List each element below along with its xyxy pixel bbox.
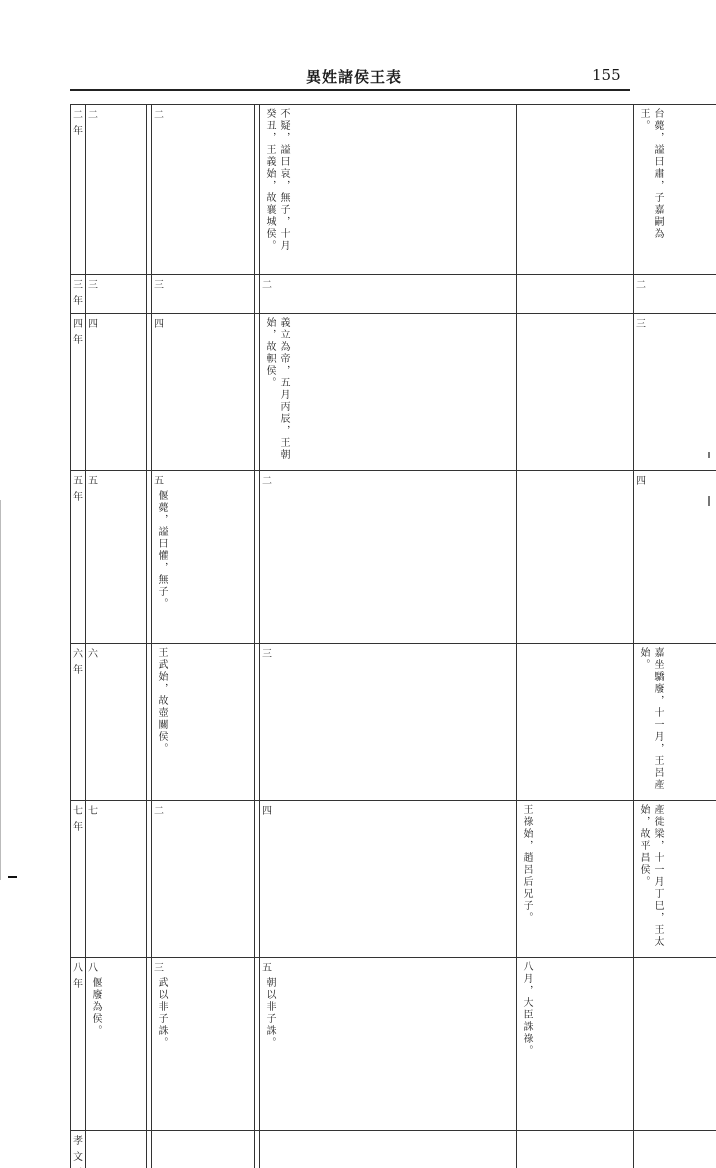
cell-note: 偃廢為侯。 bbox=[88, 977, 102, 1127]
table-cell bbox=[260, 644, 517, 801]
header-rule bbox=[70, 89, 630, 91]
table-row bbox=[71, 471, 716, 644]
scan-edge-line bbox=[0, 500, 1, 880]
year-cell: 孝文 bbox=[71, 1131, 86, 1168]
year-cell: 六年 bbox=[71, 644, 86, 801]
table-cell bbox=[260, 314, 517, 471]
table-cell bbox=[86, 105, 147, 275]
cell-value: 三 bbox=[262, 647, 514, 663]
cell-note: 武以非子誅。 bbox=[154, 977, 168, 1127]
table-cell bbox=[152, 471, 255, 644]
cell-value: 四 bbox=[636, 474, 716, 490]
table-cell bbox=[634, 958, 716, 1131]
cell-value: 二 bbox=[262, 474, 514, 490]
table-cell bbox=[634, 801, 716, 958]
cell-value: 四 bbox=[154, 317, 252, 333]
table-cell bbox=[86, 471, 147, 644]
cell-value: 三 bbox=[636, 317, 716, 333]
year-cell: 五年 bbox=[71, 471, 86, 644]
table-cell bbox=[634, 275, 716, 314]
year-cell: 三年 bbox=[71, 275, 86, 314]
table-row bbox=[71, 644, 716, 801]
table-cell bbox=[517, 958, 634, 1131]
cell-note: 王祿始，趙呂后兄子。 bbox=[519, 804, 533, 954]
table-cell bbox=[260, 471, 517, 644]
cell-note: 八月，大臣誅祿。 bbox=[519, 961, 533, 1111]
cell-note: 偃薨，謚曰懽，無子。 bbox=[154, 490, 168, 640]
table-row bbox=[71, 801, 716, 958]
year-cell: 八年 bbox=[71, 958, 86, 1131]
table-cell bbox=[152, 958, 255, 1131]
table-cell bbox=[634, 314, 716, 471]
table-cell bbox=[517, 801, 634, 958]
table-cell bbox=[86, 275, 147, 314]
table-row bbox=[71, 314, 716, 471]
table-cell bbox=[152, 314, 255, 471]
page-title: 異姓諸侯王表 bbox=[306, 66, 402, 87]
page-number: 155 bbox=[592, 66, 621, 84]
cell-value: 五 bbox=[154, 474, 252, 490]
table-cell bbox=[86, 958, 147, 1131]
cell-value: 五 bbox=[262, 961, 514, 977]
table-cell bbox=[86, 801, 147, 958]
table-row bbox=[71, 105, 716, 275]
table-cell bbox=[152, 275, 255, 314]
table-cell bbox=[517, 105, 634, 275]
cell-value: 三 bbox=[88, 278, 144, 294]
table-cell bbox=[152, 801, 255, 958]
cell-note: 台薨，謚曰肅，子嘉嗣為王。 bbox=[636, 108, 664, 258]
cell-note: 義立為帝，五月丙辰，王朝始，故軹侯。 bbox=[262, 317, 290, 467]
table-cell bbox=[86, 1131, 147, 1168]
table-cell bbox=[152, 105, 255, 275]
table-cell bbox=[260, 275, 517, 314]
table-cell bbox=[517, 314, 634, 471]
table-cell bbox=[517, 1131, 634, 1168]
table-cell bbox=[634, 105, 716, 275]
table-cell bbox=[634, 1131, 716, 1168]
table-cell bbox=[152, 1131, 255, 1168]
cell-value: 二 bbox=[88, 108, 144, 124]
cell-value: 二 bbox=[154, 108, 252, 124]
table-row bbox=[71, 958, 716, 1131]
cell-value: 五 bbox=[88, 474, 144, 490]
table-cell bbox=[260, 1131, 517, 1168]
margin-mark bbox=[8, 876, 17, 878]
cell-note: 不疑，謚曰哀，無子，十月癸丑，王義始，故襄城侯。 bbox=[262, 108, 290, 258]
table-row bbox=[71, 275, 716, 314]
year-cell: 四年 bbox=[71, 314, 86, 471]
table-cell bbox=[260, 105, 517, 275]
cell-note: 朝以非子誅。 bbox=[262, 977, 276, 1127]
table-cell bbox=[260, 801, 517, 958]
table-cell bbox=[86, 644, 147, 801]
cell-value: 三 bbox=[154, 961, 252, 977]
year-cell: 七年 bbox=[71, 801, 86, 958]
table-cell bbox=[517, 644, 634, 801]
table-cell bbox=[517, 275, 634, 314]
cell-value: 二 bbox=[636, 278, 716, 294]
cell-value: 二 bbox=[154, 804, 252, 820]
table-cell bbox=[634, 471, 716, 644]
table-cell bbox=[86, 314, 147, 471]
table-row bbox=[71, 1131, 716, 1168]
cell-value: 二 bbox=[262, 278, 514, 294]
cell-value: 四 bbox=[262, 804, 514, 820]
cell-value: 四 bbox=[88, 317, 144, 333]
table-cell bbox=[517, 471, 634, 644]
cell-note: 產徙梁，十一月丁巳，王太始，故平昌侯。 bbox=[636, 804, 664, 954]
cell-note: 王武始，故壺關侯。 bbox=[154, 647, 168, 797]
cell-note: 嘉坐驕廢，十一月，王呂產始。 bbox=[636, 647, 664, 797]
cell-value: 八 bbox=[88, 961, 144, 977]
cell-value: 三 bbox=[154, 278, 252, 294]
table-cell bbox=[634, 644, 716, 801]
cell-value: 六 bbox=[88, 647, 144, 663]
table-cell bbox=[260, 958, 517, 1131]
year-cell: 二年 bbox=[71, 105, 86, 275]
genealogy-table bbox=[70, 104, 716, 1168]
table-cell bbox=[152, 644, 255, 801]
cell-value: 七 bbox=[88, 804, 144, 820]
